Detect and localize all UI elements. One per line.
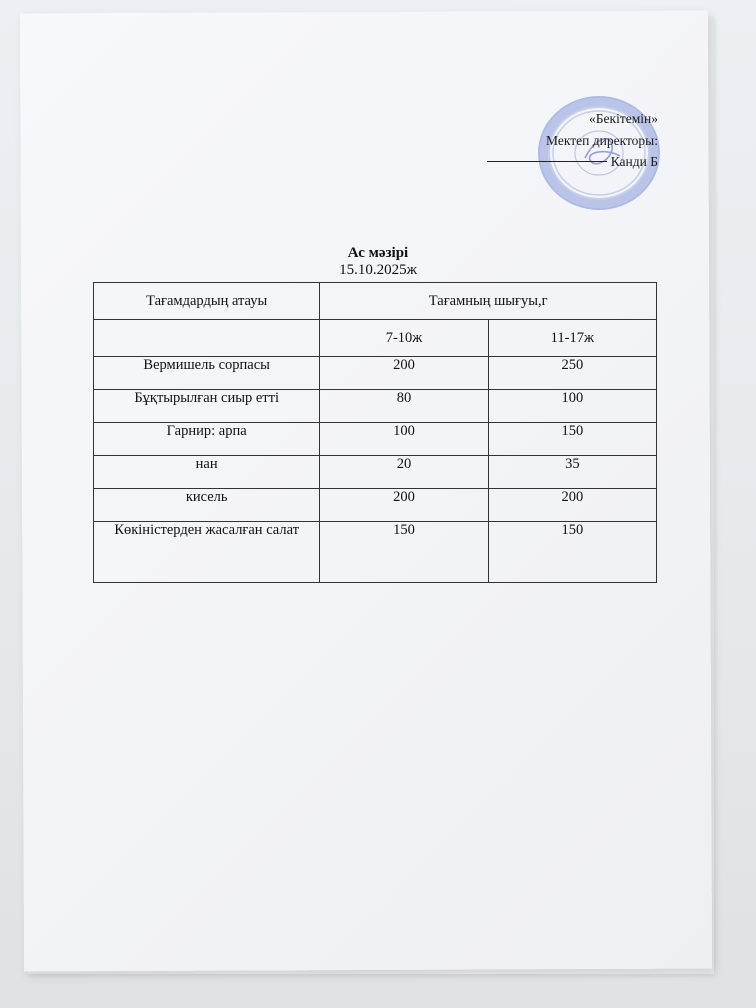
portion-11-17: 150 xyxy=(488,522,656,583)
table-row xyxy=(94,390,657,423)
dish-name-header: Тағамдардың атауы xyxy=(94,283,320,320)
menu-table xyxy=(93,282,657,583)
table-row xyxy=(94,456,657,489)
menu-title: Ас мәзірі xyxy=(347,245,409,261)
dish-name: Вермишель сорпасы xyxy=(94,357,320,390)
dish-name: Көкіністерден жасалған салат xyxy=(94,522,320,583)
portion-7-10: 80 xyxy=(320,390,488,423)
approval-label: «Бекітемін» xyxy=(589,111,658,126)
dish-name: нан xyxy=(94,456,320,489)
portion-11-17: 150 xyxy=(488,423,656,456)
dish-name: Гарнир: арпа xyxy=(94,423,320,456)
director-label: Мектеп директоры: xyxy=(546,132,658,148)
age-group-11-17: 11-17ж xyxy=(488,320,656,357)
document-heading xyxy=(0,245,756,279)
table-row xyxy=(94,522,657,583)
approval-block xyxy=(487,108,658,173)
director-name: Канди Б xyxy=(610,154,658,170)
portion-11-17: 250 xyxy=(488,357,656,390)
portion-7-10: 200 xyxy=(320,357,488,390)
dish-name: Бұқтырылған сиыр етті xyxy=(94,390,320,423)
output-header: Тағамның шығуы,г xyxy=(320,283,657,320)
portion-11-17: 100 xyxy=(488,390,656,423)
signature-line xyxy=(487,161,607,162)
age-group-row xyxy=(94,320,657,357)
age-group-blank xyxy=(94,320,320,357)
portion-11-17: 35 xyxy=(488,456,656,489)
portion-7-10: 100 xyxy=(320,423,488,456)
portion-7-10: 200 xyxy=(320,489,488,522)
menu-date: 15.10.2025ж xyxy=(339,262,417,278)
table-row xyxy=(94,489,657,522)
table-header-row xyxy=(94,283,657,320)
dish-name: кисель xyxy=(94,489,320,522)
portion-7-10: 20 xyxy=(320,456,488,489)
age-group-7-10: 7-10ж xyxy=(320,320,488,357)
portion-11-17: 200 xyxy=(488,489,656,522)
portion-7-10: 150 xyxy=(320,522,488,583)
table-row xyxy=(94,423,657,456)
table-row xyxy=(94,357,657,390)
